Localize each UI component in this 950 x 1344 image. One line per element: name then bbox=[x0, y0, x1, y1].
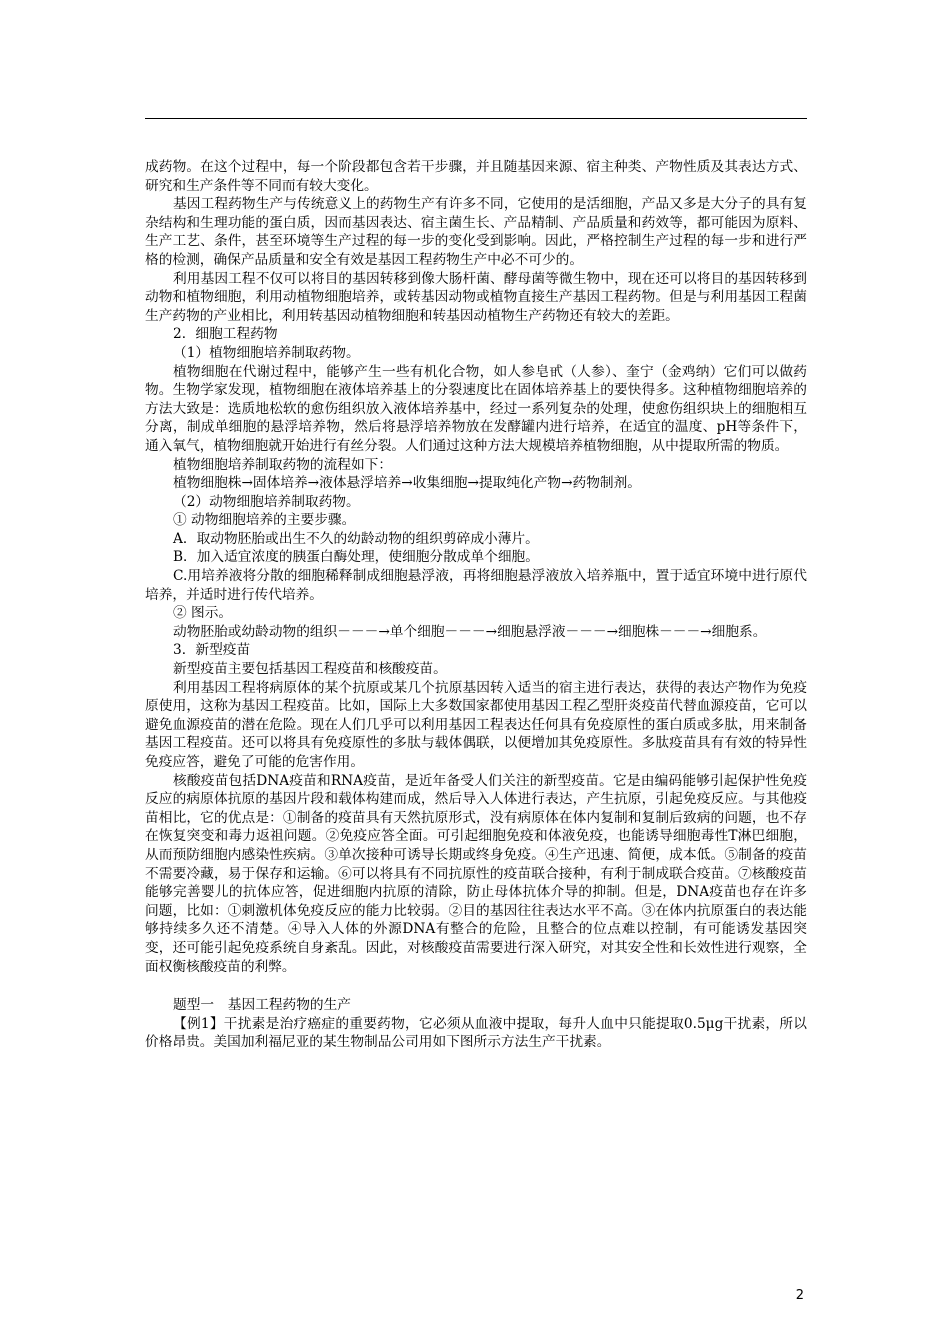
paragraph: （2）动物细胞培养制取药物。 bbox=[173, 493, 360, 510]
paragraph: C.用培养液将分散的细胞稀释制成细胞悬浮液，再将细胞悬浮液放入培养瓶中，置于适宜环境中进行原代培养，并适时进行传代培养。 bbox=[145, 568, 807, 603]
paragraph: 植物细胞在代谢过程中，能够产生一些有机化合物，如人参皂甙（人参）、奎宁（金鸡纳）它们可以做药物。生物学家发现，植物细胞在液体培养基上的分裂速度比在固体培养基上的要快得多。这种植物细胞培养的方法大致是：选质地松软的愈伤组织放入液体培养基中，经过一系列复杂的处理，使愈伤组织块上的细胞相互分离，制成单细胞的悬浮培养物，然后将悬浮培养物放在发酵罐内进行培养，在适宜的温度、pH等条件下，通入氧气，植物细胞就开始进行有丝分裂。人们通过这种方法大规模培养植物细胞，从中提取所需的物质。 bbox=[145, 363, 807, 454]
paragraph: 植物细胞株→固体培养→液体悬浮培养→收集细胞→提取纯化产物→药物制剂。 bbox=[173, 475, 641, 492]
paragraph: 核酸疫苗包括DNA疫苗和RNA疫苗，是近年备受人们关注的新型疫苗。它是由编码能够引起保护性免疫反应的病原体抗原的基因片段和载体构建而成，然后导入人体进行表达，产生抗原，引起免疫反应。与其他疫苗相比，它的优点是：①制备的疫苗具有天然抗原形式，没有病原体在体内复制和复制后致病的问题，也不存在恢复突变和毒力返祖问题。②免疫应答全面。可引起细胞免疫和体液免疫，也能诱导细胞毒性T淋巴细胞，从而预防细胞内感染性疾病。③单次接种可诱导长期或终身免疫。④生产迅速、简便，成本低。⑤制备的疫苗不需要冷藏，易于保存和运输。⑥可以将具有不同抗原性的疫苗联合接种，有利于制成联合疫苗。⑦核酸疫苗能够完善婴儿的抗体应答，促进细胞内抗原的清除，防止母体抗体介导的抑制。但是，DNA疫苗也存在许多问题，比如：①刺激机体免疫反应的能力比较弱。②目的基因往往表达水平不高。③在体内抗原蛋白的表达能够持续多久还不清楚。④导入人体的外源DNA有整合的危险，且整合的位点难以控制，有可能诱发基因突变，还可能引起免疫系统自身紊乱。因此，对核酸疫苗需要进行深入研究，对其安全性和长效性进行观察，全面权衡核酸疫苗的利弊。 bbox=[145, 772, 807, 975]
body-section-example bbox=[145, 996, 807, 1052]
paragraph: 成药物。在这个过程中，每一个阶段都包含若干步骤，并且随基因来源、宿主种类、产物性质及其表达方式、研究和生产条件等不同而有较大变化。 bbox=[145, 159, 807, 194]
paragraph: ② 图示。 bbox=[173, 605, 233, 622]
paragraph: 植物细胞培养制取药物的流程如下： bbox=[173, 456, 393, 473]
paragraph: 新型疫苗主要包括基因工程疫苗和核酸疫苗。 bbox=[173, 661, 447, 678]
paragraph: 基因工程药物生产与传统意义上的药物生产有许多不同，它使用的是活细胞，产品又多是大分子的具有复杂结构和生理功能的蛋白质，因而基因表达、宿主菌生长、产品精制、产品质量和药效等，都可能因为原料、生产工艺、条件，甚至环境等生产过程的每一步的变化受到影响。因此，严格控制生产过程的每一步和进行严格的检测，确保产品质量和安全有效是基因工程药物生产中必不可少的。 bbox=[145, 196, 807, 268]
paragraph: （1）植物细胞培养制取药物。 bbox=[173, 344, 360, 361]
page-number: 2 bbox=[795, 1288, 804, 1303]
paragraph: 3．新型疫苗 bbox=[173, 642, 251, 659]
section-gap bbox=[145, 976, 807, 996]
paragraph: 利用基因工程将病原体的某个抗原或某几个抗原基因转入适当的宿主进行表达，获得的表达产物作为免疫原使用，这称为基因工程疫苗。比如，国际上大多数国家都使用基因工程乙型肝炎疫苗代替血源疫苗，它可以避免血源疫苗的潜在危险。现在人们几乎可以利用基因工程表达任何具有免疫原性的蛋白质或多肽，用来制备基因工程疫苗。还可以将具有免疫原性的多肽与载体偶联，以便增加其免疫原性。多肽疫苗具有有效的特异性免疫应答，避免了可能的危害作用。 bbox=[145, 679, 807, 770]
header-rule bbox=[145, 118, 807, 119]
document-body bbox=[145, 158, 807, 1052]
paragraph: 题型一 基因工程药物的生产 bbox=[173, 997, 351, 1014]
paragraph: B．加入适宜浓度的胰蛋白酶处理，使细胞分散成单个细胞。 bbox=[173, 549, 539, 566]
paragraph: 动物胚胎或幼龄动物的组织－－－→单个细胞－－－→细胞悬浮液－－－→细胞株－－－→细胞系。 bbox=[173, 623, 767, 640]
paragraph: 【例1】干扰素是治疗癌症的重要药物，它必须从血液中提取，每升人血中只能提取0.5μg干扰素，所以价格昂贵。美国加利福尼亚的某生物制品公司用如下图所示方法生产干扰素。 bbox=[145, 1015, 807, 1051]
body-section-main bbox=[145, 158, 807, 976]
paragraph: ① 动物细胞培养的主要步骤。 bbox=[173, 512, 356, 529]
paragraph: 利用基因工程不仅可以将目的基因转移到像大肠杆菌、酵母菌等微生物中，现在还可以将目的基因转移到动物和植物细胞，利用动植物细胞培养，或转基因动物或植物直接生产基因工程药物。但是与利用基因工程菌生产药物的产业相比，利用转基因动植物细胞和转基因动植物生产药物还有较大的差距。 bbox=[145, 270, 807, 324]
paragraph: 2．细胞工程药物 bbox=[173, 326, 278, 343]
paragraph: A．取动物胚胎或出生不久的幼龄动物的组织剪碎成小薄片。 bbox=[173, 530, 539, 547]
